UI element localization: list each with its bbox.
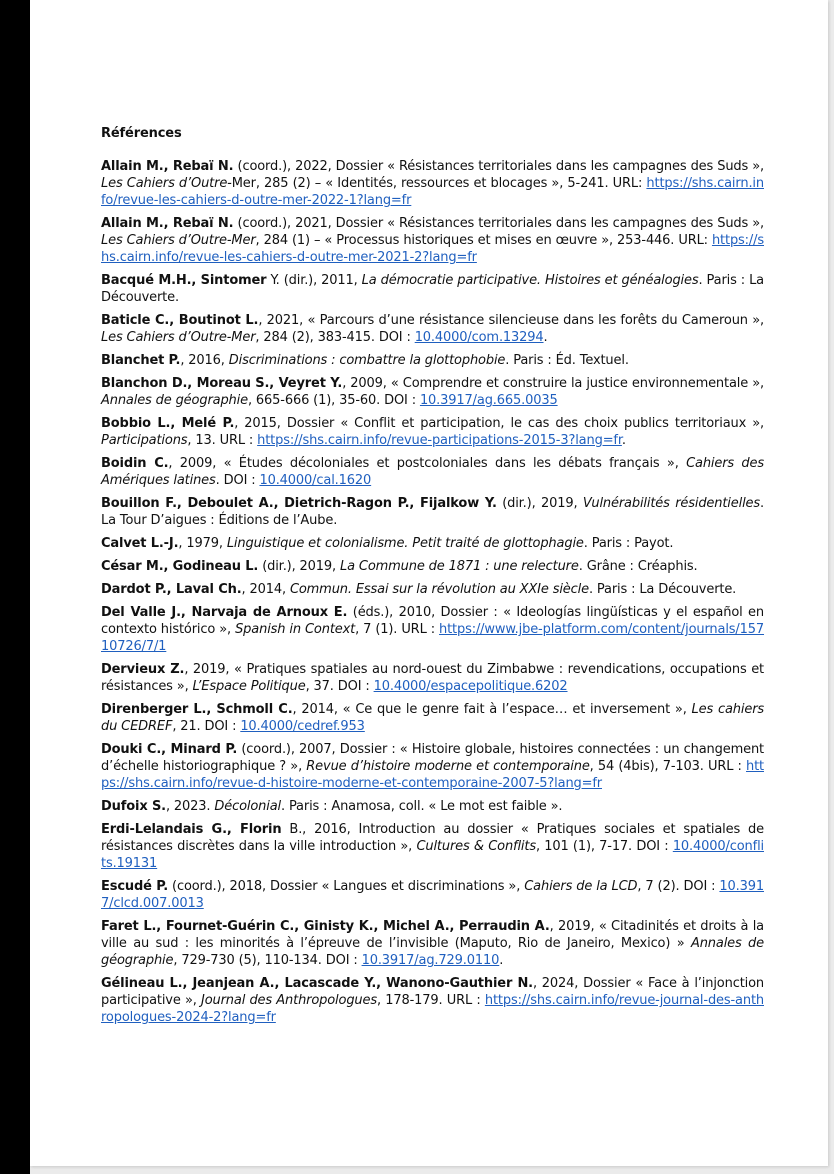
reference-authors: Dufoix S. bbox=[101, 799, 166, 814]
reference-title: Spanish in Context bbox=[235, 622, 356, 637]
references-section bbox=[101, 125, 764, 1032]
reference-end: . bbox=[621, 433, 626, 448]
reference-publication: , 284 (1) – « Processus historiques et mises en œuvre », 253-446. URL: bbox=[255, 233, 712, 248]
reference-details: , 2019, « Citadinités et droits à la ville au sud : les minorités à l’épreuve de l’invisible (Maputo, Rio de Janeiro, Mexico) » bbox=[101, 919, 765, 951]
reference-title: Décolonial bbox=[214, 799, 281, 814]
reference-publication: , 54 (4bis), 7-103. URL : bbox=[589, 759, 747, 774]
reference-publication: . Paris : Éd. Textuel. bbox=[505, 353, 629, 368]
reference-authors: Faret L., Fournet-Guérin C., Ginisty K., Michel A., Perraudin A. bbox=[101, 919, 550, 934]
reference-title: Annales de géographie bbox=[101, 936, 764, 968]
reference-details: (dir.), 2019, bbox=[258, 559, 341, 574]
reference-publication: . La Tour D’aigues : Éditions de l’Aube. bbox=[101, 496, 764, 528]
reference-details: , 2009, « Études décoloniales et postcoloniales dans les débats français », bbox=[168, 456, 687, 471]
reference-title: Cahiers de la LCD bbox=[524, 879, 638, 894]
reference-details: (dir.), 2019, bbox=[496, 496, 583, 511]
reference-title: Les Cahiers d’Outre- bbox=[101, 176, 232, 191]
reference-details: , 2014, « Ce que le genre fait à l’espace… et inversement », bbox=[292, 702, 692, 717]
reference-entry bbox=[101, 604, 764, 655]
reference-title: La Commune de 1871 : une relecture bbox=[340, 559, 579, 574]
reference-publication: . DOI : bbox=[215, 473, 260, 488]
reference-entry bbox=[101, 701, 764, 735]
reference-title: Cahiers des Amériques latines bbox=[101, 456, 764, 488]
reference-details: (éds.), 2010, Dossier : « Ideologías lingüísticas y el español en contexto histórico », bbox=[101, 605, 764, 637]
reference-title: Cultures & Conflits bbox=[416, 839, 536, 854]
reference-details: , 2021, « Parcours d’une résistance silencieuse dans les forêts du Cameroun », bbox=[258, 313, 764, 328]
reference-entry bbox=[101, 535, 764, 552]
reference-publication: , 284 (2), 383-415. DOI : bbox=[255, 330, 415, 345]
reference-publication: Mer, 285 (2) – « Identités, ressources et blocages », 5-241. URL: bbox=[231, 176, 647, 191]
reference-publication: , 37. DOI : bbox=[305, 679, 374, 694]
reference-title: Annales de géographie bbox=[101, 393, 248, 408]
reference-title: Les cahiers du CEDREF bbox=[101, 702, 765, 734]
reference-authors: Del Valle J., Narvaja de Arnoux E. bbox=[101, 605, 348, 620]
reference-authors: Blanchon D., Moreau S., Veyret Y. bbox=[101, 376, 343, 391]
reference-details: , 2019, « Pratiques spatiales au nord-ouest du Zimbabwe : revendications, occupations et résistances », bbox=[101, 662, 764, 694]
reference-entry bbox=[101, 581, 764, 598]
reference-entry bbox=[101, 495, 764, 529]
reference-authors: Blanchet P. bbox=[101, 353, 181, 368]
reference-link[interactable]: 10.4000/conflits.19131 bbox=[101, 839, 764, 871]
reference-link[interactable]: 10.3917/clcd.007.0013 bbox=[101, 879, 764, 911]
reference-link[interactable]: https://shs.cairn.info/revue-participations-2015-3?lang=fr bbox=[257, 433, 622, 448]
reference-authors: Gélineau L., Jeanjean A., Lacascade Y., Wanono-Gauthier N. bbox=[101, 976, 533, 991]
reference-details: , 2016, bbox=[180, 353, 229, 368]
reference-details: (coord.), 2022, Dossier « Résistances territoriales dans les campagnes des Suds », bbox=[233, 159, 764, 174]
document-page bbox=[30, 0, 828, 1166]
reference-end: . bbox=[499, 953, 504, 968]
reference-title: La démocratie participative. Histoires et généalogies bbox=[361, 273, 699, 288]
reference-publication: . Paris : Payot. bbox=[583, 536, 674, 551]
reference-entry bbox=[101, 352, 764, 369]
reference-link[interactable]: https://shs.cairn.info/revue-les-cahiers-d-outre-mer-2021-2?lang=fr bbox=[101, 233, 764, 265]
reference-authors: Allain M., Rebaï N. bbox=[101, 159, 234, 174]
reference-details: , 2009, « Comprendre et construire la justice environnementale », bbox=[342, 376, 764, 391]
reference-title: Journal des Anthropologues bbox=[201, 993, 377, 1008]
reference-authors: César M., Godineau L. bbox=[101, 559, 259, 574]
reference-title: Participations bbox=[101, 433, 188, 448]
reference-authors: Erdi-Lelandais G., Florin bbox=[101, 822, 282, 837]
reference-title: L’Espace Politique bbox=[192, 679, 306, 694]
reference-details: (coord.), 2021, Dossier « Résistances territoriales dans les campagnes des Suds », bbox=[233, 216, 764, 231]
reference-entry bbox=[101, 375, 764, 409]
reference-entry bbox=[101, 415, 764, 449]
reference-authors: Bouillon F., Deboulet A., Dietrich-Ragon P., Fijalkow Y. bbox=[101, 496, 497, 511]
reference-end: . bbox=[543, 330, 548, 345]
reference-publication: , 665-666 (1), 35-60. DOI : bbox=[247, 393, 420, 408]
reference-title: Vulnérabilités résidentielles bbox=[582, 496, 761, 511]
reference-publication: . Grâne : Créaphis. bbox=[578, 559, 698, 574]
reference-title: Linguistique et colonialisme. Petit traité de glottophagie bbox=[226, 536, 584, 551]
reference-publication: , 729-730 (5), 110-134. DOI : bbox=[173, 953, 362, 968]
reference-authors: Allain M., Rebaï N. bbox=[101, 216, 234, 231]
reference-details: , 1979, bbox=[178, 536, 227, 551]
reference-link[interactable]: 10.4000/cal.1620 bbox=[259, 473, 372, 488]
reference-authors: Bacqué M.H., Sintomer bbox=[101, 273, 267, 288]
reference-title: Revue d’histoire moderne et contemporaine bbox=[306, 759, 590, 774]
reference-entry bbox=[101, 821, 764, 872]
reference-publication: , 21. DOI : bbox=[172, 719, 241, 734]
reference-publication: , 178-179. URL : bbox=[377, 993, 485, 1008]
reference-details: (coord.), 2018, Dossier « Langues et discriminations », bbox=[168, 879, 525, 894]
reference-publication: . Paris : Anamosa, coll. « Le mot est faible ». bbox=[280, 799, 563, 814]
reference-entry bbox=[101, 312, 764, 346]
reference-details: (coord.), 2007, Dossier : « Histoire globale, histoires connectées : un changement d’échelle historiographique ? », bbox=[101, 742, 764, 774]
reference-link[interactable]: https://shs.cairn.info/revue-les-cahiers-d-outre-mer-2022-1?lang=fr bbox=[101, 176, 764, 208]
reference-link[interactable]: 10.4000/cedref.953 bbox=[240, 719, 365, 734]
reference-link[interactable]: https://www.jbe-platform.com/content/journals/15710726/7/1 bbox=[101, 622, 765, 654]
reference-entry bbox=[101, 741, 764, 792]
reference-publication: . Paris : La Découverte. bbox=[101, 273, 764, 305]
reference-authors: Douki C., Minard P. bbox=[101, 742, 238, 757]
reference-entry bbox=[101, 272, 764, 306]
reference-details: B., 2016, Introduction au dossier « Pratiques sociales et spatiales de résistances discrètes dans la ville introduction », bbox=[101, 822, 765, 854]
reference-entry bbox=[101, 158, 764, 209]
reference-details: , 2015, Dossier « Conflit et participation, le cas des choix publics territoriaux », bbox=[234, 416, 765, 431]
reference-authors: Calvet L.-J. bbox=[101, 536, 179, 551]
reference-link[interactable]: https://shs.cairn.info/revue-journal-des-anthropologues-2024-2?lang=fr bbox=[101, 993, 764, 1025]
references-heading: Références bbox=[101, 126, 182, 141]
reference-entry bbox=[101, 798, 764, 815]
reference-publication: , 101 (1), 7-17. DOI : bbox=[535, 839, 673, 854]
reference-authors: Bobbio L., Melé P. bbox=[101, 416, 235, 431]
reference-authors: Direnberger L., Schmoll C. bbox=[101, 702, 293, 717]
reference-link[interactable]: 10.4000/espacepolitique.6202 bbox=[373, 679, 568, 694]
reference-title: Commun. Essai sur la révolution au XXIe siècle bbox=[289, 582, 589, 597]
reference-title: Les Cahiers d’Outre-Mer bbox=[101, 233, 256, 248]
reference-link[interactable]: https://shs.cairn.info/revue-d-histoire-moderne-et-contemporaine-2007-5?lang=fr bbox=[101, 759, 764, 791]
reference-authors: Boidin C. bbox=[101, 456, 169, 471]
reference-authors: Dardot P., Laval Ch. bbox=[101, 582, 242, 597]
reference-publication: , 7 (2). DOI : bbox=[637, 879, 720, 894]
reference-publication: , 7 (1). URL : bbox=[355, 622, 439, 637]
left-black-bar bbox=[0, 0, 30, 1174]
reference-details: , 2014, bbox=[241, 582, 290, 597]
reference-entry bbox=[101, 975, 764, 1026]
reference-entry bbox=[101, 878, 764, 912]
reference-entry bbox=[101, 918, 764, 969]
references-list bbox=[101, 158, 764, 1026]
reference-authors: Escudé P. bbox=[101, 879, 168, 894]
reference-entry bbox=[101, 215, 764, 266]
reference-publication: , 13. URL : bbox=[187, 433, 258, 448]
reference-link[interactable]: 10.3917/ag.665.0035 bbox=[419, 393, 558, 408]
reference-title: Discriminations : combattre la glottophobie bbox=[228, 353, 506, 368]
reference-details: , 2024, Dossier « Face à l’injonction participative », bbox=[101, 976, 764, 1008]
reference-publication: . Paris : La Découverte. bbox=[588, 582, 737, 597]
reference-details: Y. (dir.), 2011, bbox=[266, 273, 362, 288]
reference-entry bbox=[101, 455, 764, 489]
reference-title: Les Cahiers d’Outre-Mer bbox=[101, 330, 256, 345]
reference-link[interactable]: 10.3917/ag.729.0110 bbox=[361, 953, 500, 968]
reference-link[interactable]: 10.4000/com.13294 bbox=[414, 330, 544, 345]
reference-details: , 2023. bbox=[165, 799, 215, 814]
reference-entry bbox=[101, 661, 764, 695]
reference-authors: Dervieux Z. bbox=[101, 662, 185, 677]
reference-entry bbox=[101, 558, 764, 575]
reference-authors: Baticle C., Boutinot L. bbox=[101, 313, 259, 328]
